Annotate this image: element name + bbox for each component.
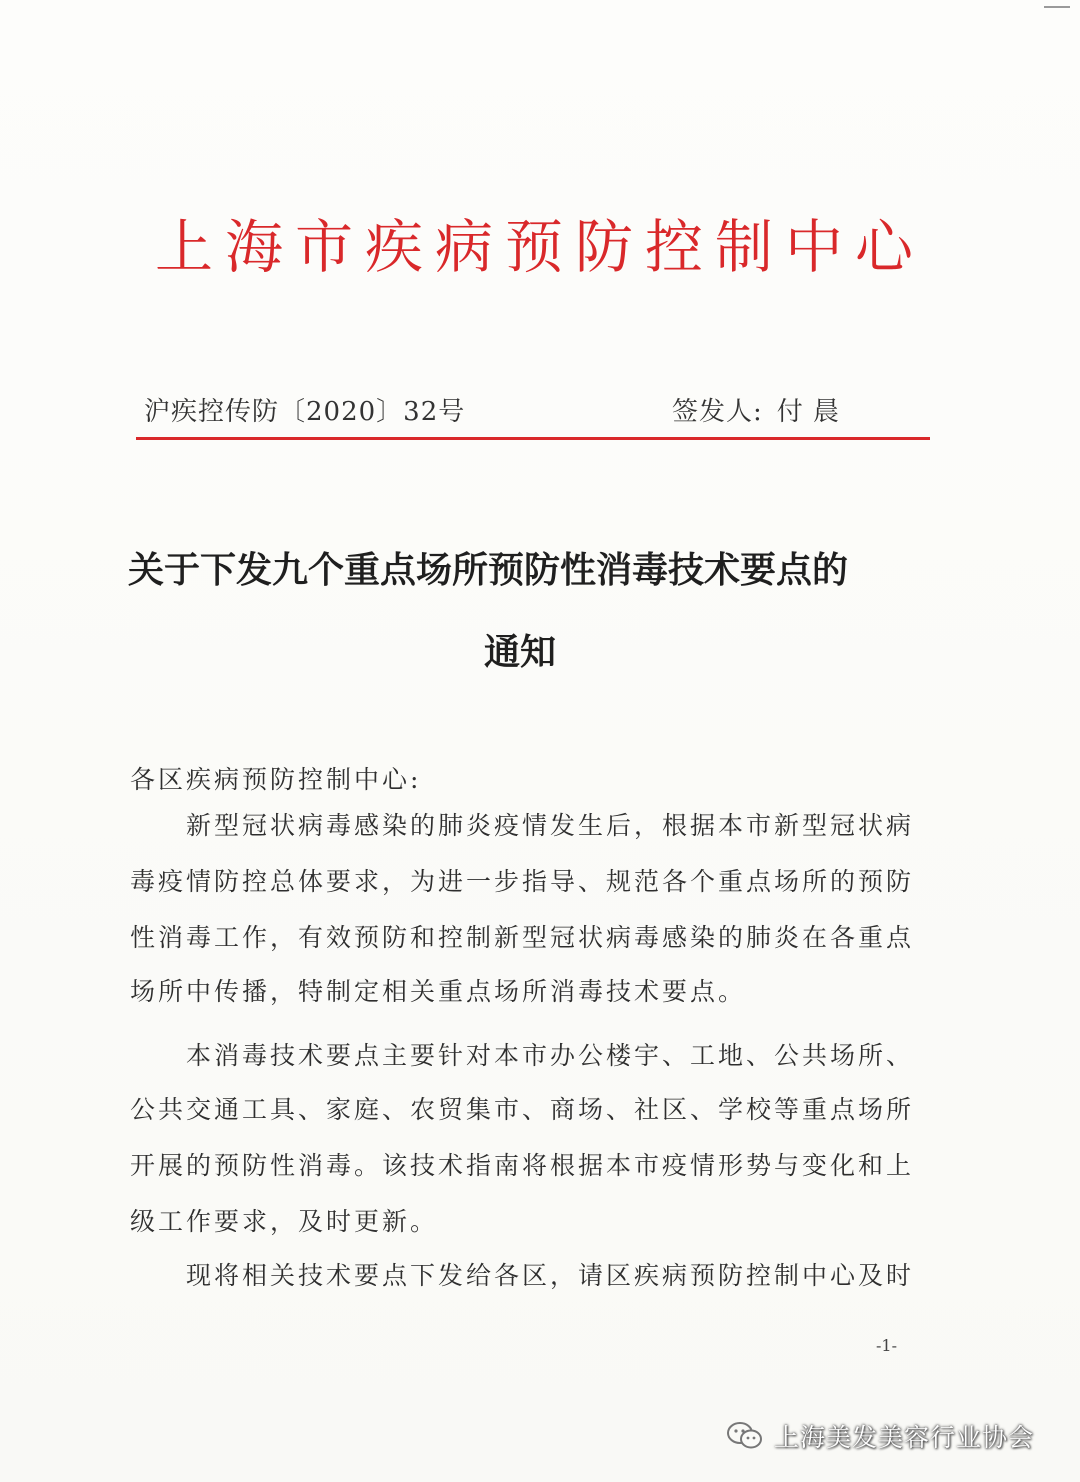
signer-label: 签发人:	[672, 397, 763, 427]
issuer-heading: 上海市疾病预防控制中心	[154, 213, 925, 281]
body-paragraph-2-line-3: 开展的预防性消毒。该技术指南将根据本市疫情形势与变化和上	[130, 1151, 915, 1180]
body-paragraph-1-line-4: 场所中传播，特制定相关重点场所消毒技术要点。	[130, 977, 747, 1006]
body-paragraph-1-line-3: 性消毒工作，有效预防和控制新型冠状病毒感染的肺炎在各重点	[130, 923, 915, 952]
notice-title-line-2: 通知	[483, 631, 556, 673]
body-paragraph-1-line-2: 毒疫情防控总体要求，为进一步指导、规范各个重点场所的预防	[130, 867, 915, 896]
page-number: -1-	[876, 1336, 897, 1355]
body-paragraph-3-line-1: 现将相关技术要点下发给各区，请区疾病预防控制中心及时	[186, 1261, 915, 1290]
signer-name: 付 晨	[776, 397, 841, 427]
signer	[672, 392, 840, 432]
wechat-icon	[726, 1421, 764, 1451]
document-number: 沪疾控传防〔2020〕32号	[144, 397, 466, 427]
wechat-watermark	[726, 1414, 1034, 1458]
red-separator-rule	[136, 437, 930, 440]
body-paragraph-2-line-2: 公共交通工具、家庭、农贸集市、商场、社区、学校等重点场所	[130, 1095, 915, 1124]
salutation: 各区疾病预防控制中心:	[130, 765, 422, 794]
body-paragraph-2-line-4: 级工作要求，及时更新。	[130, 1207, 439, 1236]
notice-title-line-1: 关于下发九个重点场所预防性消毒技术要点的	[128, 549, 849, 591]
wechat-account-name: 上海美发美容行业协会	[774, 1423, 1035, 1452]
body-paragraph-2-line-1: 本消毒技术要点主要针对本市办公楼宇、工地、公共场所、	[186, 1041, 915, 1070]
body-paragraph-1-line-1: 新型冠状病毒感染的肺炎疫情发生后，根据本市新型冠状病	[186, 811, 915, 840]
scan-corner-mark	[1044, 6, 1070, 8]
